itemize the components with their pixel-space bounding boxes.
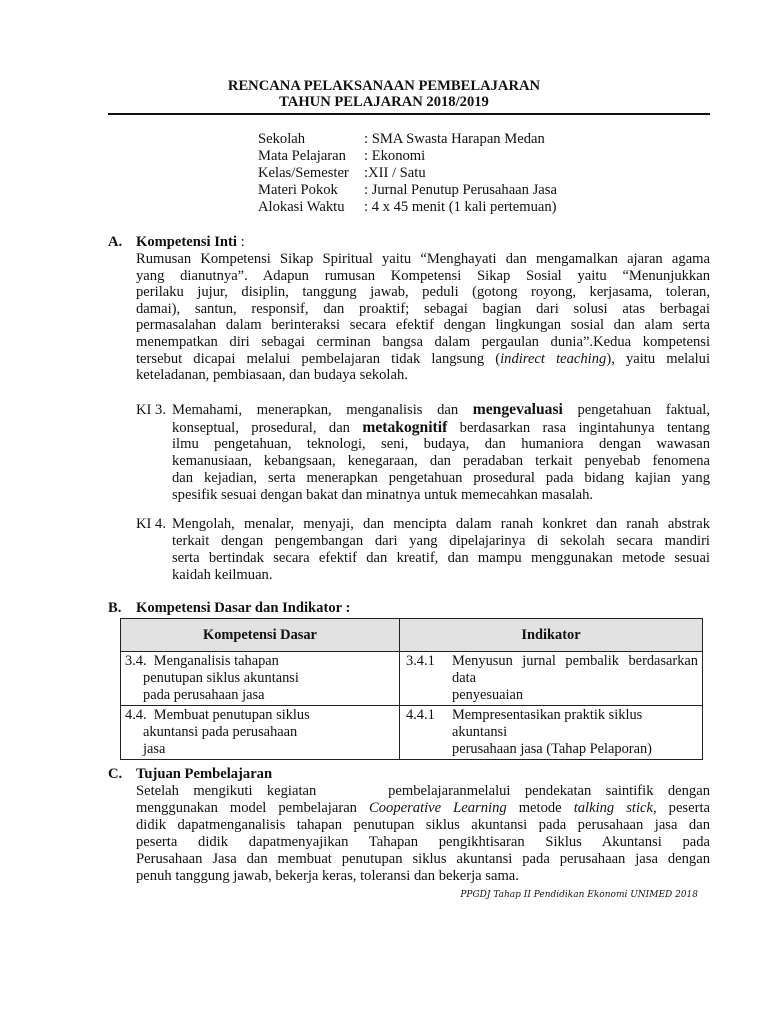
document-subtitle: TAHUN PELAJARAN 2018/2019 [279,94,489,110]
ki4-line: terkait dengan pengembangan dari yang dipelajarinya di sekolah secara mandiri [172,533,710,549]
kd-cell [121,706,400,760]
text: ), yaitu melalui [606,351,711,367]
paragraph-line: permasalahan dalam berinteraksi secara efektif dengan lingkungan sosial dan alam serta [136,317,710,333]
text: menggunakan model pembelajaran [136,800,369,816]
ki4-line: Mengolah, menalar, menyaji, dan mencipta dalam ranah konkret dan ranah abstrak [172,516,710,532]
heading-colon: : [236,234,245,250]
text: tersebut dicapai melalui pembelajaran tidak langsung ( [136,351,501,367]
italic-term: talking stick, [573,800,657,816]
kd-number: 3.4. [125,653,147,669]
info-value: : Ekonomi [364,148,426,164]
paragraph-line: perilaku jujur, disiplin, tanggung jawab, peduli (gotong royong, kerjasama, toleran, [136,284,710,300]
bold-term: mengevaluasi [472,401,563,418]
ki3-line: ilmu pengetahuan, teknologi, seni, budaya, dan humaniora dengan wawasan [172,436,710,452]
info-label: Sekolah [258,131,306,147]
paragraph-line: Rumusan Kompetensi Sikap Spiritual yaitu “Menghayati dan mengamalkan ajaran agama [136,251,710,267]
info-label: Mata Pelajaran [258,148,346,164]
table-row [121,652,703,706]
text: berdasarkan rasa ingintahunya tentang [447,420,710,436]
text: Menyusun jurnal pembalik berdasarkan data [452,653,698,686]
indicator-number: 3.4.1 [406,653,435,669]
text: Memahami, menerapkan, menganalisis dan [172,402,473,418]
indicator-number: 4.4.1 [406,707,435,723]
text: penutupan siklus akuntansi [143,670,299,686]
ki3-line: kemanusiaan, kebangsaan, kenegaraan, dan peradaban terkait penyebab fenomena [172,453,710,469]
paragraph-line: Perusahaan Jasa dan membuat penutupan siklus akuntansi pada perusahaan jasa dengan [136,851,710,867]
text: jasa [143,741,166,757]
paragraph-line: damai), santun, responsif, dan proaktif; sebagai bagian dari solusi atas berbagai [136,301,710,317]
paragraph-line [136,800,710,817]
info-label: Alokasi Waktu [258,199,345,215]
ki4-label: KI 4. [136,516,166,532]
text: akuntansi pada perusahaan [143,724,298,740]
ki4-line: kaidah keilmuan. [172,567,273,583]
paragraph-line: Setelah mengikuti kegiatan pembelajaranmelalui pendekatan saintifik dengan [136,783,710,799]
text: pengetahuan faktual, [562,402,710,418]
text: metode [506,800,574,816]
kd-number: 4.4. [125,707,147,723]
column-header: Kompetensi Dasar [121,619,400,652]
document-title: RENCANA PELAKSANAAN PEMBELAJARAN [227,78,541,94]
kd-cell [121,652,400,706]
ki3-line [172,419,710,437]
paragraph-line: penuh tanggung jawab, bekerja keras, toleransi dan bekerja sama. [136,868,519,884]
indicator-cell [400,652,703,706]
ki3-line: dan kejadian, serta menerapkan pengetahuan prosedural pada bidang kajian yang [172,470,710,486]
info-value: : 4 x 45 menit (1 kali pertemuan) [364,199,557,215]
info-label: Kelas/Semester [258,165,349,181]
section-b-title: Kompetensi Dasar dan Indikator : [136,600,351,616]
italic-term: Cooperative Learning [369,800,507,816]
text: konseptual, prosedural, dan [172,420,363,436]
indicator-cell [400,706,703,760]
paragraph-line: keteladanan, pembiasaan, dan budaya sekolah. [136,367,408,383]
text: pada perusahaan jasa [143,687,265,703]
section-b-letter: B. [108,600,122,616]
kd-indicator-table [120,618,703,760]
info-value: : Jurnal Penutup Perusahaan Jasa [364,182,557,198]
ki3-label: KI 3. [136,402,166,418]
paragraph-line [136,351,710,368]
ki4-line: serta bertindak secara efektif dan kreatif, dan mampu menggunakan metode sesuai [172,550,710,566]
paragraph-line: didik dapatmenganalisis tahapan penutupan siklus akuntansi pada perusahaan jasa dan [136,817,710,833]
text: peserta [656,800,710,816]
info-value: : SMA Swasta Harapan Medan [364,131,545,147]
ki3-line [172,401,710,419]
table-header-row [121,619,703,652]
text: penyesuaian [452,687,524,703]
italic-term: indirect teaching [500,351,607,367]
text: Menganalisis tahapan [153,653,279,669]
paragraph-line: yang dianutnya”. Adapun rumusan Kompetensi Sikap Sosial yaitu “Menunjukkan [136,268,710,284]
page-footer: PPGDJ Tahap II Pendidikan Ekonomi UNIMED 2018 [460,890,698,900]
section-a-letter: A. [108,234,123,250]
ki3-line: spesifik sesuai dengan bakat dan minatnya untuk memecahkan masalah. [172,487,594,503]
text: Mempresentasikan praktik siklus akuntansi [452,707,643,740]
text: Membuat penutupan siklus [153,707,310,723]
table-row [121,706,703,760]
info-value: :XII / Satu [364,165,426,181]
paragraph-line: peserta didik dapatmenyajikan Tahapan pengikhtisaran Siklus Akuntansi pada [136,834,710,850]
section-a-title: Kompetensi Inti [136,234,237,250]
bold-term: metakognitif [362,419,448,436]
text: perusahaan jasa (Tahap Pelaporan) [452,741,652,757]
section-c-title: Tujuan Pembelajaran [136,766,273,782]
title-divider [108,113,710,115]
paragraph-line: menempatkan diri sebagai cerminan bangsa dalam pergaulan dunia”.Kedua kompetensi [136,334,710,350]
info-label: Materi Pokok [258,182,338,198]
section-a-heading [136,234,245,251]
column-header: Indikator [400,619,703,652]
section-c-letter: C. [108,766,123,782]
